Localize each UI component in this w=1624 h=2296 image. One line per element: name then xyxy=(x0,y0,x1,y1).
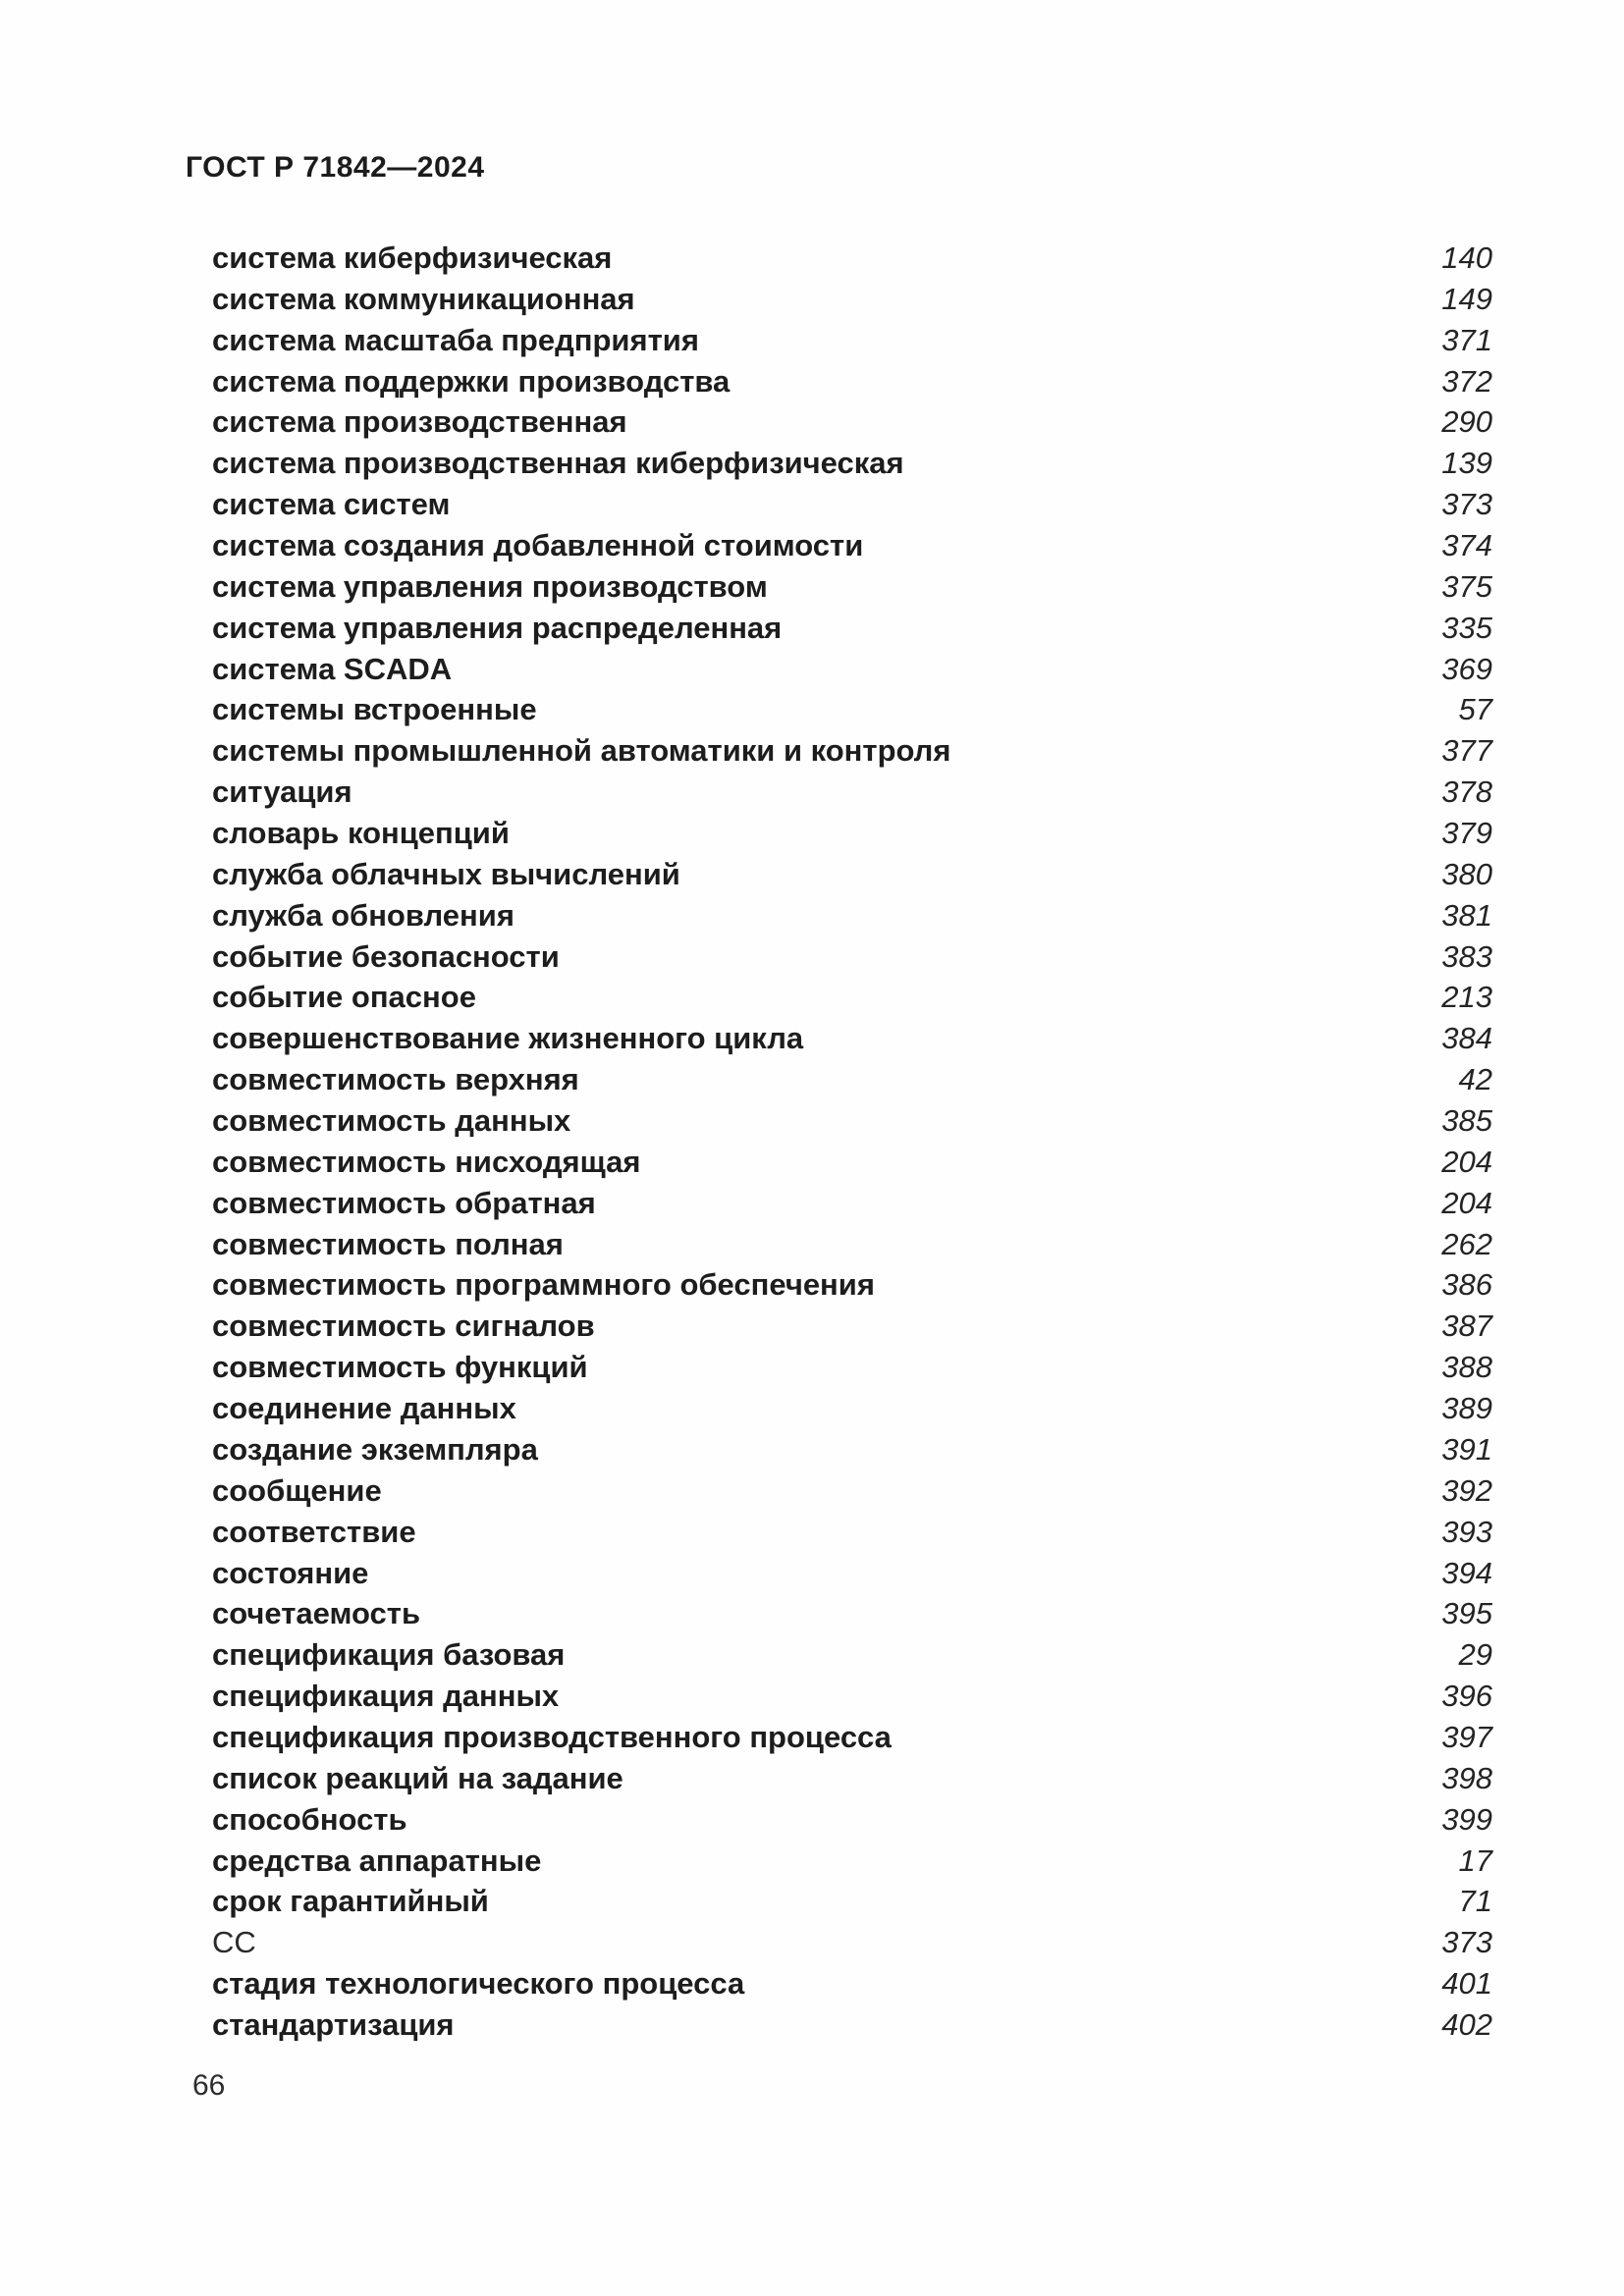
index-page-number: 29 xyxy=(1458,1637,1492,1673)
index-row xyxy=(212,2004,1492,2046)
index-page-number: 213 xyxy=(1441,980,1492,1015)
index-row xyxy=(212,1676,1492,1717)
index-page-number: 396 xyxy=(1441,1679,1492,1714)
index-term: словарь концепций xyxy=(212,816,510,851)
index-page-number: 381 xyxy=(1441,897,1492,933)
index-row xyxy=(212,1306,1492,1347)
index-page-number: 402 xyxy=(1441,2006,1492,2042)
index-row xyxy=(212,854,1492,895)
index-term: список реакций на задание xyxy=(212,1760,623,1795)
index-page-number: 139 xyxy=(1441,446,1492,481)
index-term: совместимость верхняя xyxy=(212,1062,579,1097)
index-term: ситуация xyxy=(212,774,352,810)
index-term: стандартизация xyxy=(212,2006,455,2042)
index-term: срок гарантийный xyxy=(212,1884,489,1919)
index-row xyxy=(212,1224,1492,1265)
index-page-number: 388 xyxy=(1441,1350,1492,1385)
index-row xyxy=(212,1347,1492,1388)
index-row xyxy=(212,649,1492,690)
index-page-number: 391 xyxy=(1441,1431,1492,1467)
index-term: служба облачных вычислений xyxy=(212,856,680,891)
index-page-number: 373 xyxy=(1441,487,1492,522)
index-term: совместимость нисходящая xyxy=(212,1144,641,1179)
index-page-number: 335 xyxy=(1441,610,1492,645)
index-term: системы встроенные xyxy=(212,692,537,727)
index-page-number: 401 xyxy=(1441,1966,1492,2002)
index-term: сочетаемость xyxy=(212,1596,421,1631)
index-page-number: 290 xyxy=(1441,404,1492,440)
index-row xyxy=(212,1512,1492,1553)
index-page-number: 385 xyxy=(1441,1103,1492,1139)
index-row xyxy=(212,608,1492,649)
index-row xyxy=(212,1758,1492,1799)
index-page-number: 399 xyxy=(1441,1801,1492,1837)
index-row xyxy=(212,320,1492,361)
index-row xyxy=(212,813,1492,854)
index-term: система производственная xyxy=(212,404,627,440)
index-page-number: 204 xyxy=(1441,1185,1492,1220)
index-page-number: 380 xyxy=(1441,856,1492,891)
index-term: совместимость функций xyxy=(212,1350,588,1385)
index-row xyxy=(212,1634,1492,1676)
index-term: СС xyxy=(212,1925,256,1960)
index-term: создание экземпляра xyxy=(212,1431,538,1467)
index-row xyxy=(212,977,1492,1018)
index-row xyxy=(212,443,1492,484)
index-page-number: 42 xyxy=(1458,1062,1492,1097)
index-row xyxy=(212,1922,1492,1963)
index-term: средства аппаратные xyxy=(212,1842,542,1878)
index-row xyxy=(212,1881,1492,1922)
index-term: служба обновления xyxy=(212,897,514,933)
index-row xyxy=(212,895,1492,936)
document-header-designation: ГОСТ Р 71842—2024 xyxy=(186,151,485,184)
index-row xyxy=(212,1717,1492,1758)
index-row xyxy=(212,401,1492,443)
index-term: стадия технологического процесса xyxy=(212,1966,745,2002)
index-row xyxy=(212,1470,1492,1512)
index-page-number: 377 xyxy=(1441,733,1492,769)
index-page-number: 397 xyxy=(1441,1719,1492,1754)
index-term: способность xyxy=(212,1801,407,1837)
index-row xyxy=(212,1183,1492,1224)
index-row xyxy=(212,1593,1492,1634)
index-term: система систем xyxy=(212,487,451,522)
index-row xyxy=(212,730,1492,772)
page-number-footer: 66 xyxy=(192,2069,226,2102)
index-row xyxy=(212,1841,1492,1882)
index-page-number: 149 xyxy=(1441,281,1492,316)
index-term: совершенствование жизненного цикла xyxy=(212,1021,804,1056)
index-page-number: 392 xyxy=(1441,1472,1492,1508)
index-page-number: 372 xyxy=(1441,363,1492,399)
index-term: состояние xyxy=(212,1555,369,1590)
index-term: система управления распределенная xyxy=(212,610,783,645)
index-row xyxy=(212,1553,1492,1594)
index-page-number: 369 xyxy=(1441,651,1492,686)
index-page-number: 57 xyxy=(1458,692,1492,727)
index-page-number: 379 xyxy=(1441,816,1492,851)
index-page-number: 140 xyxy=(1441,240,1492,275)
index-row xyxy=(212,238,1492,279)
index-term: спецификация производственного процесса xyxy=(212,1719,892,1754)
index-row xyxy=(212,1429,1492,1470)
index-page-number: 393 xyxy=(1441,1514,1492,1549)
index-page-number: 375 xyxy=(1441,568,1492,604)
index-page-number: 389 xyxy=(1441,1391,1492,1426)
index-row xyxy=(212,1963,1492,2004)
index-term: совместимость программного обеспечения xyxy=(212,1267,875,1303)
index-page-number: 384 xyxy=(1441,1021,1492,1056)
index-term: система масштаба предприятия xyxy=(212,322,699,357)
index-page-number: 386 xyxy=(1441,1267,1492,1303)
index-page-number: 371 xyxy=(1441,322,1492,357)
index-term: соответствие xyxy=(212,1514,416,1549)
index-term: соединение данных xyxy=(212,1391,516,1426)
index-row xyxy=(212,1018,1492,1059)
index-term: совместимость полная xyxy=(212,1226,564,1261)
index-term: система производственная киберфизическая xyxy=(212,446,904,481)
index-page-number: 378 xyxy=(1441,774,1492,810)
index-row xyxy=(212,1388,1492,1429)
index-term: системы промышленной автоматики и контроля xyxy=(212,733,951,769)
index-row xyxy=(212,484,1492,525)
index-page-number: 387 xyxy=(1441,1308,1492,1344)
index-page-number: 204 xyxy=(1441,1144,1492,1179)
index-list xyxy=(212,238,1492,2046)
index-term: совместимость обратная xyxy=(212,1185,596,1220)
index-row xyxy=(212,1799,1492,1841)
index-page-number: 394 xyxy=(1441,1555,1492,1590)
index-term: система поддержки производства xyxy=(212,363,731,399)
index-row xyxy=(212,525,1492,566)
index-page-number: 262 xyxy=(1441,1226,1492,1261)
index-page-number: 374 xyxy=(1441,528,1492,563)
index-term: система создания добавленной стоимости xyxy=(212,528,864,563)
index-row xyxy=(212,279,1492,320)
index-page-number: 383 xyxy=(1441,938,1492,974)
index-row xyxy=(212,1264,1492,1306)
index-row xyxy=(212,361,1492,402)
index-term: сообщение xyxy=(212,1472,382,1508)
index-row xyxy=(212,566,1492,608)
index-page-number: 71 xyxy=(1458,1884,1492,1919)
index-row xyxy=(212,936,1492,978)
index-page-number: 398 xyxy=(1441,1760,1492,1795)
index-page-number: 395 xyxy=(1441,1596,1492,1631)
index-term: система коммуникационная xyxy=(212,281,635,316)
index-term: совместимость данных xyxy=(212,1103,571,1139)
index-term: спецификация базовая xyxy=(212,1637,566,1673)
index-row xyxy=(212,1059,1492,1100)
index-term: спецификация данных xyxy=(212,1679,560,1714)
index-term: событие безопасности xyxy=(212,938,560,974)
index-term: система управления производством xyxy=(212,568,768,604)
index-row xyxy=(212,689,1492,730)
index-term: система SCADA xyxy=(212,651,453,686)
index-row xyxy=(212,1100,1492,1142)
index-term: совместимость сигналов xyxy=(212,1308,595,1344)
index-page-number: 373 xyxy=(1441,1925,1492,1960)
index-term: событие опасное xyxy=(212,980,476,1015)
index-row xyxy=(212,1142,1492,1183)
index-row xyxy=(212,772,1492,813)
index-term: система киберфизическая xyxy=(212,240,613,275)
index-page-number: 17 xyxy=(1458,1842,1492,1878)
